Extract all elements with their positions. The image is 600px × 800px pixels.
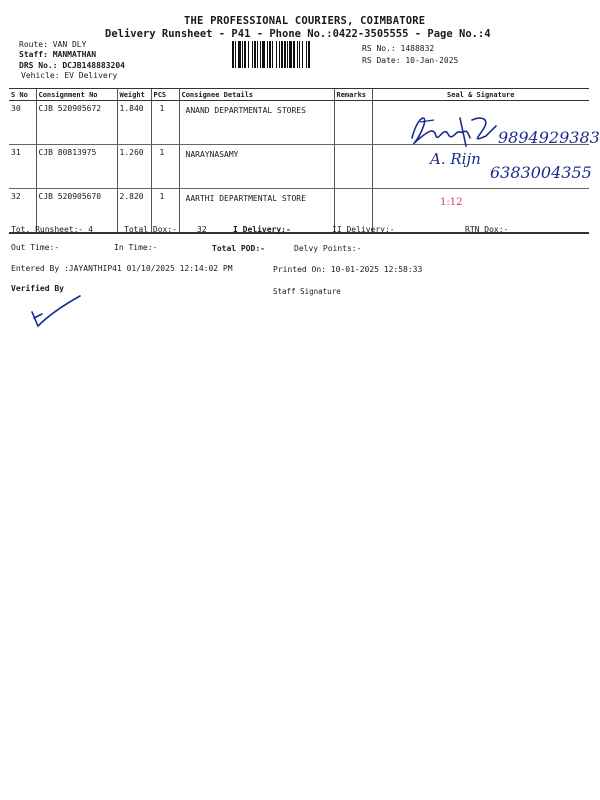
handwritten-phone-2: 6383004355 — [490, 163, 592, 182]
barcode-bar — [302, 41, 303, 68]
total-dox-value: 32 — [197, 225, 207, 234]
table-header-row — [9, 89, 589, 101]
cell-sno: 30 — [9, 101, 36, 145]
barcode-bar — [308, 41, 310, 68]
cell-consignee: ANAND DEPARTMENTAL STORES — [179, 101, 334, 145]
cell-weight: 2.820 — [117, 189, 151, 234]
handwritten-phone-1: 9894929383 — [498, 128, 600, 147]
barcode-bar — [299, 41, 300, 68]
barcode-bar — [252, 41, 253, 68]
ii-delivery: II Delivery:- — [332, 225, 395, 234]
printed-on: Printed On: 10-01-2025 12:58:33 — [273, 265, 423, 274]
cell-pcs: 1 — [151, 189, 179, 234]
cell-consignment: CJB 520905672 — [36, 101, 117, 145]
route-text: Route: VAN DLY — [19, 40, 87, 49]
barcode-bar — [238, 41, 241, 68]
col-header-consignment: Consignment No — [36, 89, 117, 101]
col-header-remarks: Remarks — [334, 89, 372, 101]
col-header-weight: Weight — [117, 89, 151, 101]
rtn-dox: RTN Dox:- — [465, 225, 509, 234]
entered-by: Entered By :JAYANTHIP41 01/10/2025 12:14:02 PM — [11, 264, 233, 273]
cell-pcs: 1 — [151, 101, 179, 145]
cell-weight: 1.840 — [117, 101, 151, 145]
drs-label: DRS No.: — [19, 61, 58, 70]
cell-consignee: AARTHI DEPARTMENTAL STORE — [179, 189, 334, 234]
barcode-bar — [262, 41, 265, 68]
barcode-bar — [276, 41, 277, 68]
barcode-bar — [289, 41, 292, 68]
rs-date: RS Date: 10-Jan-2025 — [362, 56, 459, 65]
vehicle-text: Vehicle: EV Delivery — [21, 71, 118, 80]
drs-value: DCJB148883204 — [62, 61, 125, 70]
barcode-bar — [254, 41, 256, 68]
staff-signature-label: Staff Signature — [273, 287, 341, 296]
barcode-bar — [235, 41, 236, 68]
barcode-bar — [269, 41, 271, 68]
cell-consignee: NARAYNASAMY — [179, 145, 334, 189]
verified-by: Verified By — [11, 284, 64, 293]
barcode-bar — [248, 41, 249, 68]
barcode-bar — [284, 41, 286, 68]
barcode-bar — [244, 41, 246, 68]
runsheet-subtitle: Delivery Runsheet - P41 - Phone No.:0422-3505555 - Page No.:4 — [105, 28, 491, 40]
col-header-sno: S No — [9, 89, 36, 101]
col-header-pcs: PCS — [151, 89, 179, 101]
barcode-image — [232, 41, 348, 68]
col-header-signature: Seal & Signature — [372, 89, 589, 101]
verifier-tick-mark — [28, 294, 88, 330]
total-dox-label: Total Dox:- — [124, 225, 177, 234]
barcode-bar — [279, 41, 280, 68]
cell-pcs: 1 — [151, 145, 179, 189]
handwritten-time-note: 1:12 — [440, 197, 463, 208]
cell-weight: 1.260 — [117, 145, 151, 189]
total-runsheet: Tot. Runsheet:- 4 — [11, 225, 93, 234]
cell-remarks — [334, 101, 372, 145]
barcode-bar — [306, 41, 307, 68]
total-pod: Total POD:- — [212, 244, 265, 253]
cell-consignment: CJB 520905670 — [36, 189, 117, 234]
barcode-bar — [267, 41, 268, 68]
rs-number: RS No.: 1488832 — [362, 44, 435, 53]
out-time: Out Time:- — [11, 243, 60, 252]
i-delivery: I Delivery:- — [233, 225, 291, 234]
drs-number — [19, 61, 125, 70]
barcode-bar — [257, 41, 258, 68]
staff-text: Staff: MANMATHAN — [19, 50, 97, 59]
cell-remarks — [334, 145, 372, 189]
handwritten-initials: A. Rijn — [430, 150, 481, 168]
barcode-bar — [293, 41, 295, 68]
cell-consignment: CJB 80813975 — [36, 145, 117, 189]
barcode-bar — [242, 41, 243, 68]
cell-sno: 32 — [9, 189, 36, 234]
barcode-bar — [297, 41, 298, 68]
barcode-bar — [260, 41, 261, 68]
cell-sno: 31 — [9, 145, 36, 189]
col-header-consignee: Consignee Details — [179, 89, 334, 101]
barcode-bar — [272, 41, 273, 68]
barcode-bar — [287, 41, 288, 68]
in-time: In Time:- — [114, 243, 158, 252]
runsheet-table — [9, 88, 589, 234]
company-title: THE PROFESSIONAL COURIERS, COIMBATORE — [184, 15, 426, 27]
barcode-bar — [281, 41, 283, 68]
barcode-bar — [232, 41, 234, 68]
delivery-points: Delvy Points:- — [294, 244, 362, 253]
